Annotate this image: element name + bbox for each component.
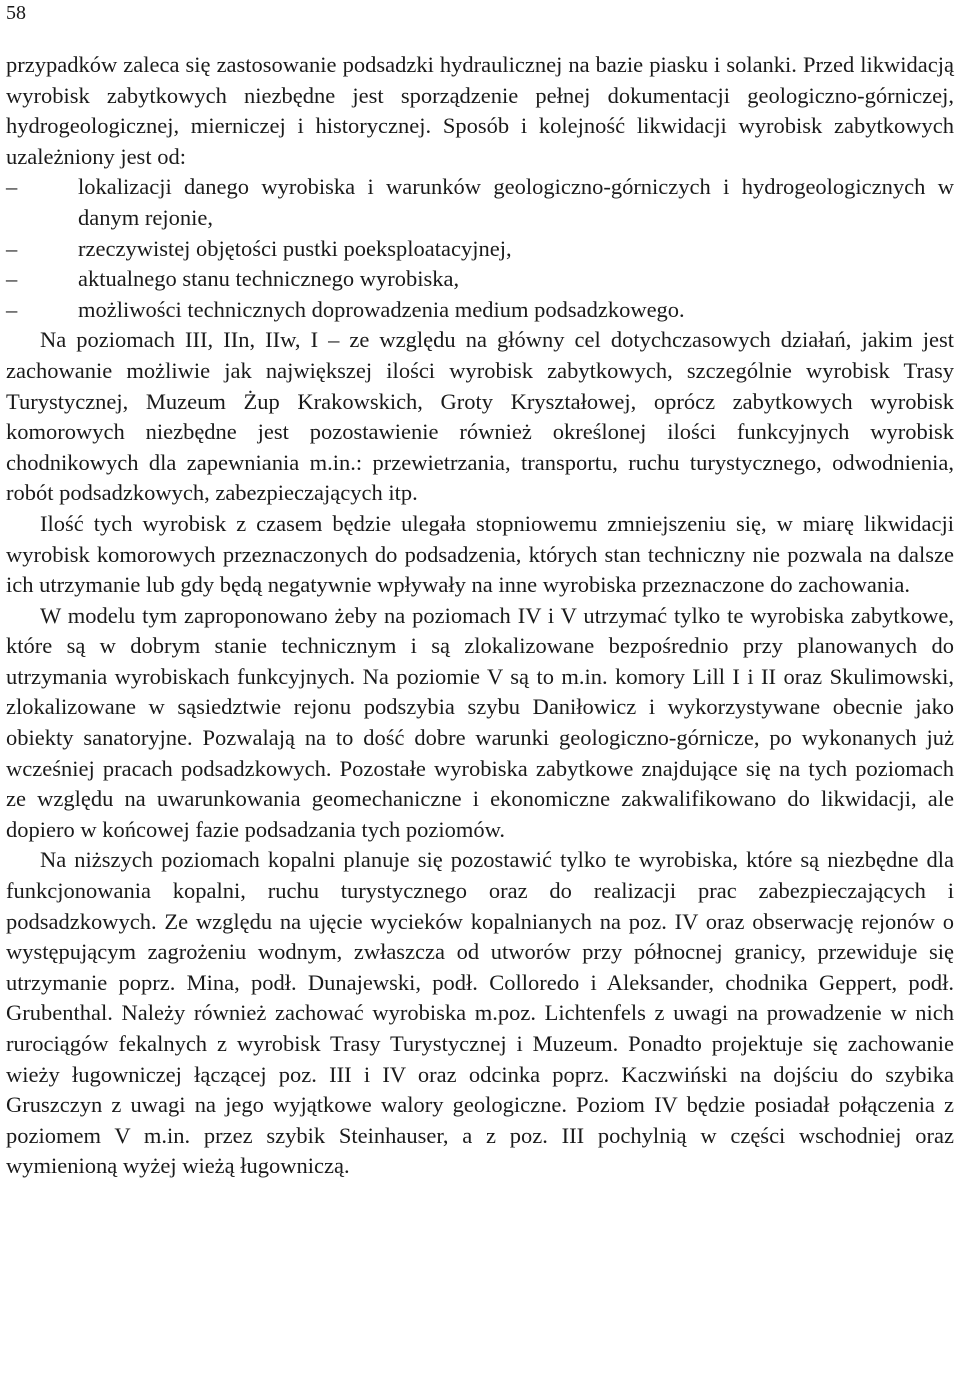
list-dash: –	[6, 174, 18, 200]
paragraph-model: W modelu tym zaproponowano żeby na poziomach IV i V utrzymać tylko te wyrobiska zabytkowe, które są w dobrym stanie technicznym i są zlokalizowane bezpośrednio przy planowanych do utrzymania wyrobiskach funkcyjnych. Na poziomie V są to m.in. komory Lill I i II oraz Skulimowski, zlokalizowane w sąsiedztwie rejonu podszybia szybu Daniłowicz i wykorzystywane obecnie jako obiekty sanatoryjne. Pozwalają na to dość dobre warunki geologiczno-górnicze, po wykonanych już wcześniej pracach podsadzkowych. Pozostałe wyrobiska zabytkowe znajdujące się na tych poziomach ze względu na uwarunkowania geomechaniczne i ekonomiczne zakwalifikowano do likwidacji, ale dopiero w końcowej fazie podsadzania tych poziomów.	[6, 602, 954, 842]
list-dash: –	[6, 266, 18, 292]
list-item-text: możliwości technicznych doprowadzenia medium podsadzkowego.	[78, 296, 685, 322]
list-item	[6, 234, 954, 265]
document-body	[6, 50, 954, 1182]
list-item	[6, 295, 954, 326]
paragraph-lower-levels: Na niższych poziomach kopalni planuje się pozostawić tylko te wyrobiska, które są niezbędne dla funkcjonowania kopalni, ruchu turystycznego oraz do realizacji prac zabezpieczających i podsadzkowych. Ze względu na ujęcie wycieków kopalnianych na poz. IV oraz obserwację rejonów o występującym zagrożeniu wodnym, zwłaszcza od utworów przy północnej granicy, przewiduje się utrzymanie poprz. Mina, podł. Dunajewski, podł. Colloredo i Aleksander, chodnika Geppert, podł. Grubenthal. Należy również zachować wyrobiska m.poz. Lichtenfels z uwagi na prowadzenie w nich rurociągów fekalnych z wyrobisk Trasy Turystycznej i Muzeum. Ponadto projektuje się zachowanie wieży ługowniczej łączącej poz. III i IV oraz odcinka poprz. Kaczwiński na dojściu do szybika Gruszczyn z uwagi na jego wyjątkowe walory geologiczne. Poziom IV będzie posiadał połączenia z poziomem V m.in. przez szybik Steinhauser, a z poz. III pochylnią w części wschodniej oraz wymienioną wyżej wieżą ługowniczą.	[6, 847, 954, 1179]
intro-paragraph: przypadków zaleca się zastosowanie podsadzki hydraulicznej na bazie piasku i solanki. Przed likwidacją wyrobisk zabytkowych niezbędne jest sporządzenie pełnej dokumentacji geologiczno-górniczej, hydrogeologicznej, mierniczej i historycznej. Sposób i kolejność likwidacji wyrobisk zabytkowych uzależniony jest od:	[6, 52, 954, 169]
list-item-text: aktualnego stanu technicznego wyrobiska,	[78, 266, 460, 292]
paragraph-levels: Na poziomach III, IIn, IIw, I – ze względu na główny cel dotychczasowych działań, jakim jest zachowanie możliwie jak największej ilości wyrobisk zabytkowych, szczególnie wyrobisk Trasy Turystycznej, Muzeum Żup Krakowskich, Groty Kryształowej, oprócz zabytkowych wyrobisk komorowych niezbędne jest pozostawienie również określonej ilości funkcyjnych wyrobisk chodnikowych dla zapewniania m.in.: przewietrzania, transportu, ruchu turystycznego, odwodnienia, robót podsadzkowych, zabezpieczających itp.	[6, 327, 954, 506]
list-item	[6, 264, 954, 295]
list-item-text: lokalizacji danego wyrobiska i warunków geologiczno-górniczych i hydrogeologicznych w danym rejonie,	[78, 174, 954, 230]
list-dash: –	[6, 296, 18, 322]
paragraph-quantity: Ilość tych wyrobisk z czasem będzie ulegała stopniowemu zmniejszeniu się, w miarę likwidacji wyrobisk komorowych przeznaczonych do podsadzenia, których stan techniczny nie pozwala na dalsze ich utrzymanie lub gdy będą negatywnie wpływały na inne wyrobiska przeznaczone do zachowania.	[6, 510, 954, 598]
list-item-text: rzeczywistej objętości pustki poeksploatacyjnej,	[78, 235, 512, 261]
page-number: 58	[6, 2, 26, 24]
conditions-list	[6, 172, 954, 325]
list-dash: –	[6, 235, 18, 261]
list-item	[6, 172, 954, 233]
